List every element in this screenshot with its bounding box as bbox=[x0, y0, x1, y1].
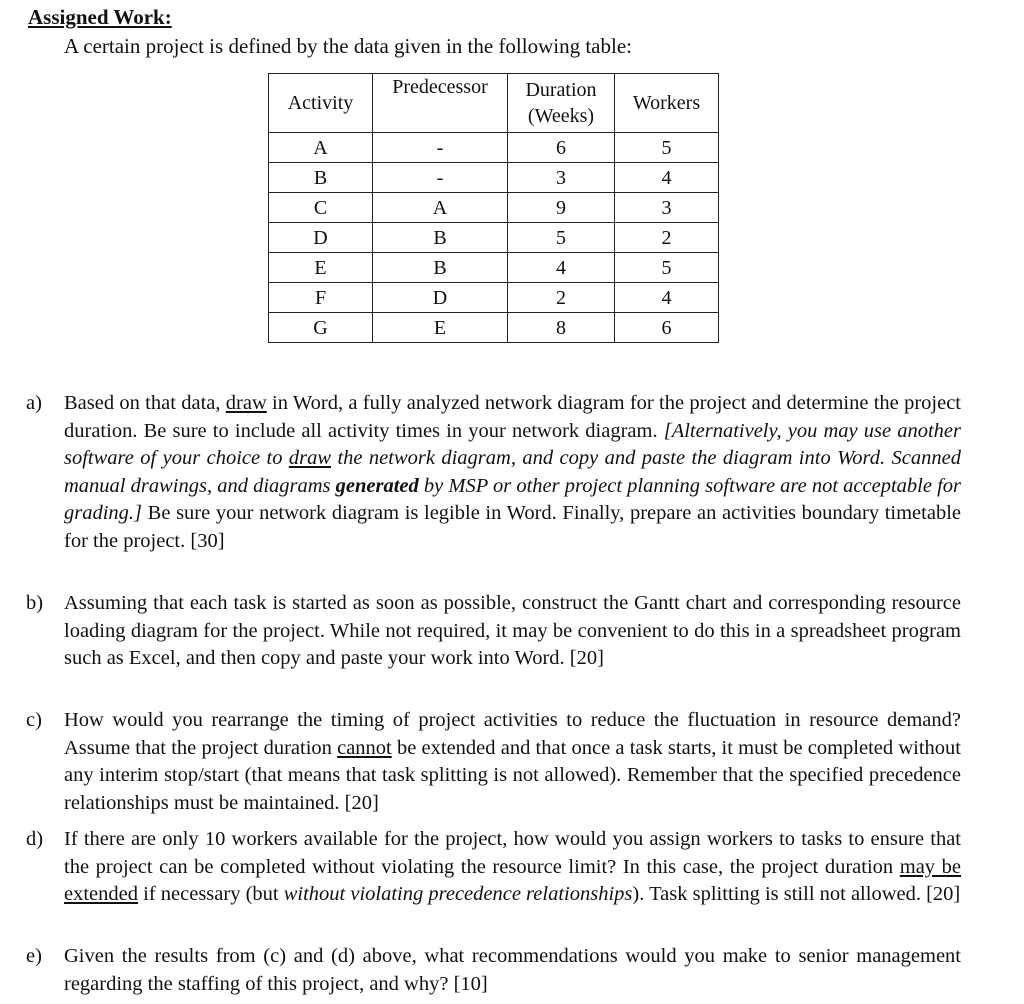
header-activity: Activity bbox=[269, 74, 373, 133]
cell-predecessor: - bbox=[373, 163, 508, 193]
cell-predecessor: E bbox=[373, 313, 508, 343]
cell-predecessor: B bbox=[373, 253, 508, 283]
table-row bbox=[269, 283, 719, 313]
question-b-text: Assuming that each task is started as soon as possible, construct the Gantt chart and corresponding resource loading diagram for the project. While not required, it may be convenient to do this in a spreadsheet program such as Excel, and then copy and paste your work into Word. [20] bbox=[64, 592, 961, 669]
question-c-text bbox=[64, 707, 961, 817]
cell-predecessor: D bbox=[373, 283, 508, 313]
question-c bbox=[26, 707, 961, 817]
text-run: be extended and that once a task starts, it must be completed without any interim stop/start (that means that task splitting is not allowed). Remember that the specified precedence relationships must be maintained. [20] bbox=[64, 736, 961, 814]
cell-duration: 5 bbox=[508, 223, 615, 253]
cell-duration: 2 bbox=[508, 283, 615, 313]
table-header-row bbox=[269, 74, 719, 133]
question-a bbox=[26, 390, 961, 555]
question-a-text bbox=[64, 390, 961, 555]
table-row bbox=[269, 253, 719, 283]
table-row bbox=[269, 163, 719, 193]
italic-underlined-run: draw bbox=[288, 447, 332, 469]
assigned-work-heading: Assigned Work: bbox=[28, 5, 172, 29]
question-e-label: e) bbox=[26, 945, 42, 967]
underlined-run: draw bbox=[225, 392, 267, 414]
table-row bbox=[269, 193, 719, 223]
cell-workers: 5 bbox=[615, 253, 719, 283]
cell-activity: B bbox=[269, 163, 373, 193]
cell-workers: 2 bbox=[615, 223, 719, 253]
cell-activity: F bbox=[269, 283, 373, 313]
text-run: Based on that data, bbox=[64, 392, 226, 414]
text-run: How would you rearrange the timing of project activities to reduce the fluctuation in resource demand? Assume that the project duration bbox=[64, 709, 961, 759]
question-d bbox=[26, 826, 961, 909]
activity-table bbox=[268, 73, 719, 343]
text-run: in Word, a fully analyzed network diagram for the project and determine the project duration. Be sure to include all activity times in your network diagram. bbox=[64, 392, 961, 442]
question-b bbox=[26, 590, 961, 673]
header-predecessor: Predecessor bbox=[373, 74, 508, 133]
text-run: Be sure your network diagram is legible in Word. Finally, prepare an activities boundary timetable for the project. [30] bbox=[64, 502, 961, 552]
header-duration bbox=[508, 74, 615, 133]
intro-text: A certain project is defined by the data given in the following table: bbox=[64, 34, 632, 58]
cell-workers: 5 bbox=[615, 133, 719, 163]
italic-run: by MSP or other project planning software are not acceptable for grading.] bbox=[64, 474, 962, 524]
cell-workers: 3 bbox=[615, 193, 719, 223]
table-row bbox=[269, 223, 719, 253]
cell-predecessor: A bbox=[373, 193, 508, 223]
bold-italic-run: generated bbox=[335, 474, 419, 497]
cell-duration: 8 bbox=[508, 313, 615, 343]
cell-workers: 6 bbox=[615, 313, 719, 343]
italic-run: the network diagram, and copy and paste the diagram into Word. Scanned manual drawings, and diagrams bbox=[64, 447, 961, 497]
question-e-text: Given the results from (c) and (d) above, what recommendations would you make to senior management regarding the staffing of this project, and why? [10] bbox=[64, 945, 961, 995]
question-d-text bbox=[64, 826, 961, 909]
cell-workers: 4 bbox=[615, 163, 719, 193]
italic-run: without violating precedence relationships bbox=[283, 883, 633, 905]
question-a-label: a) bbox=[26, 392, 42, 414]
question-c-label: c) bbox=[26, 709, 42, 731]
question-d-label: d) bbox=[26, 828, 44, 850]
cell-predecessor: - bbox=[373, 133, 508, 163]
cell-predecessor: B bbox=[373, 223, 508, 253]
text-run: if necessary (but bbox=[138, 883, 284, 905]
header-duration-line2: (Weeks) bbox=[527, 105, 595, 127]
question-e bbox=[26, 943, 961, 998]
cell-duration: 4 bbox=[508, 253, 615, 283]
underlined-run: may be extended bbox=[64, 855, 961, 905]
italic-run: [Alternatively, you may use another software of your choice to bbox=[64, 419, 961, 469]
cell-duration: 3 bbox=[508, 163, 615, 193]
header-workers: Workers bbox=[615, 74, 719, 133]
cell-activity: E bbox=[269, 253, 373, 283]
cell-activity: A bbox=[269, 133, 373, 163]
cell-duration: 6 bbox=[508, 133, 615, 163]
cell-activity: G bbox=[269, 313, 373, 343]
header-duration-line1: Duration bbox=[525, 79, 597, 101]
cell-activity: C bbox=[269, 193, 373, 223]
table-row bbox=[269, 313, 719, 343]
text-run: ). Task splitting is still not allowed. [20] bbox=[632, 883, 961, 905]
cell-workers: 4 bbox=[615, 283, 719, 313]
text-run: If there are only 10 workers available for the project, how would you assign workers to tasks to ensure that the project can be completed without violating the resource limit? In this case, the project duration bbox=[64, 828, 961, 878]
question-b-label: b) bbox=[26, 592, 44, 614]
table-row bbox=[269, 133, 719, 163]
cell-activity: D bbox=[269, 223, 373, 253]
cell-duration: 9 bbox=[508, 193, 615, 223]
underlined-run: cannot bbox=[337, 736, 392, 759]
